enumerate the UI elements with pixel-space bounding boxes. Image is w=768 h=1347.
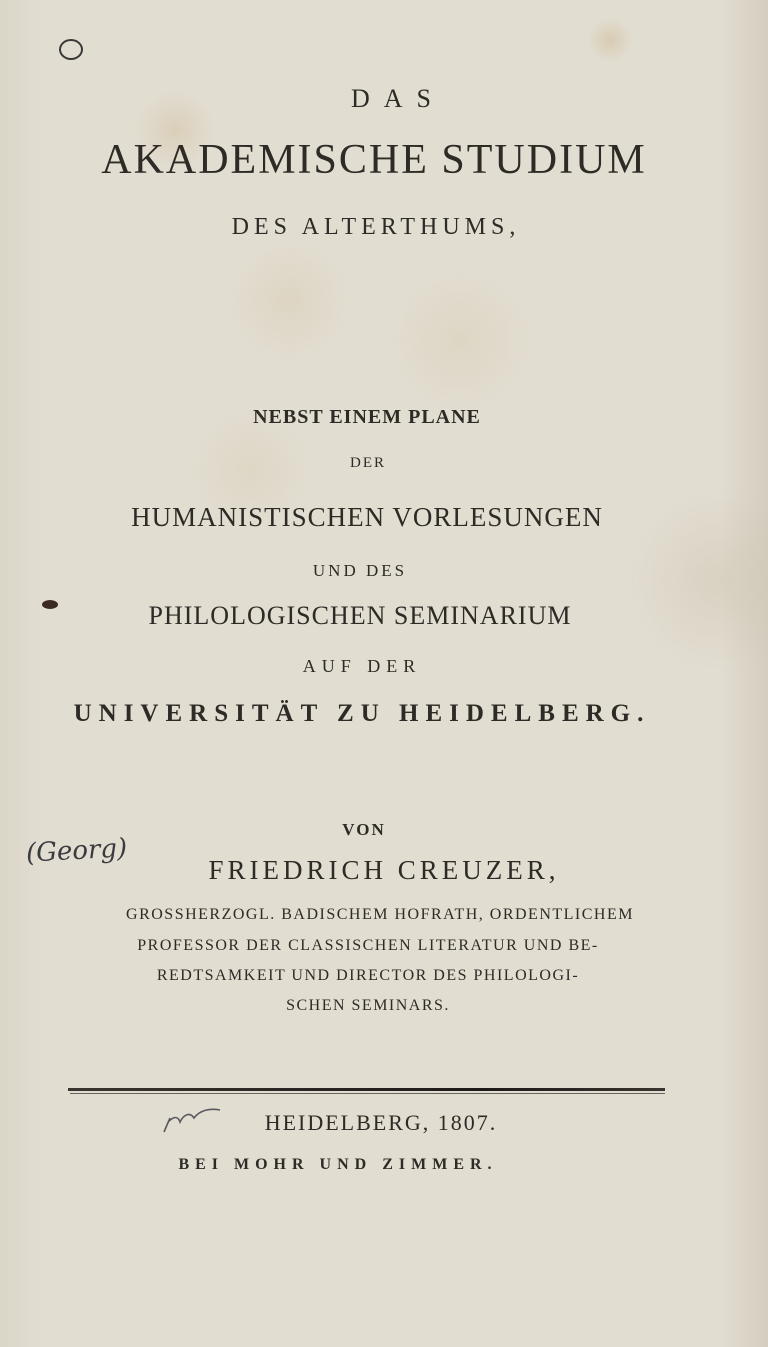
- subtitle-humanistischen: HUMANISTISCHEN VORLESUNGEN: [131, 502, 603, 532]
- title-article: DAS: [350, 84, 445, 113]
- subtitle-und-des: UND DES: [312, 561, 408, 580]
- subtitle-der: DER: [350, 455, 386, 471]
- handwritten-annotation: (Georg): [25, 833, 128, 869]
- author-name: FRIEDRICH CREUZER,: [208, 855, 560, 885]
- author-von: VON: [342, 820, 386, 839]
- imprint-publisher: BEI MOHR UND ZIMMER.: [178, 1156, 498, 1173]
- imprint-place-year: HEIDELBERG, 1807.: [264, 1110, 498, 1135]
- library-stamp-circle: [59, 39, 83, 60]
- subtitle-auf-der: AUF DER: [302, 656, 422, 676]
- author-affiliation-line: REDTSAMKEIT UND DIRECTOR DES PHILOLOGI-: [156, 967, 580, 984]
- subtitle-philologischen: PHILOLOGISCHEN SEMINARIUM: [148, 601, 572, 630]
- author-affiliation-line: SCHEN SEMINARS.: [286, 997, 450, 1014]
- subtitle-universitaet: UNIVERSITÄT ZU HEIDELBERG.: [73, 700, 651, 727]
- title-subtitle: DES ALTERTHUMS,: [231, 214, 521, 240]
- divider-rule-thin: [70, 1093, 665, 1094]
- page-title: AKADEMISCHE STUDIUM: [101, 137, 647, 183]
- author-affiliation-line: PROFESSOR DER CLASSISCHEN LITERATUR UND BE-: [137, 937, 599, 954]
- subtitle-nebst: NEBST EINEM PLANE: [253, 406, 481, 428]
- divider-rule: [68, 1088, 665, 1091]
- author-affiliation-line: GROSSHERZOGL. BADISCHEM HOFRATH, ORDENTLICHEM: [126, 906, 634, 923]
